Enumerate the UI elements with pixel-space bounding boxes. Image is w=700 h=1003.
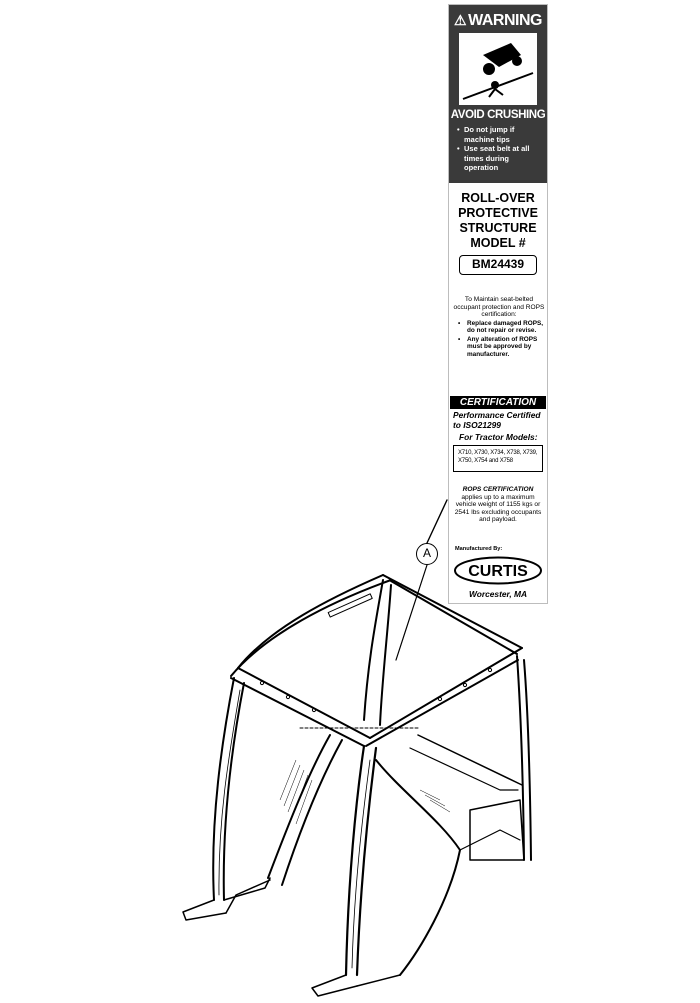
manufacturer-location: Worcester, MA [468, 589, 528, 599]
maintain-intro: To Maintain seat-belted occupant protection and ROPS certification: [453, 296, 545, 319]
list-item: • Do not jump if machine tips [457, 125, 545, 144]
warning-panel [449, 5, 547, 183]
warning-title: ⚠ WARNING [454, 12, 542, 29]
list-item: • Any alteration of ROPS must be approved by manufacturer. [457, 336, 543, 358]
model-number: BM24439 [459, 255, 537, 275]
tractor-models-heading: For Tractor Models: [459, 432, 538, 442]
manufactured-by-label: Manufactured By: [455, 546, 503, 552]
maintain-list [457, 320, 543, 359]
list-item: • Replace damaged ROPS, do not repair or revise. [457, 320, 543, 335]
performance-certified: Performance Certified to ISO21299 [453, 410, 541, 430]
warning-triangle-icon: ⚠ [454, 12, 467, 28]
rops-certification-text: ROPS CERTIFICATION applies up to a maximum vehicle weight of 1155 kgs or 2541 lbs excluding occupants and payload. [454, 486, 542, 524]
svg-text:CURTIS: CURTIS [468, 563, 528, 580]
tipping-machine-pictogram-icon [459, 33, 537, 105]
tractor-models-list: X710, X730, X734, X738, X739, X750, X754 and X758 [453, 445, 543, 472]
callout-a: A [416, 543, 438, 565]
avoid-crushing-heading: AVOID CRUSHING [450, 109, 546, 121]
rops-warning-label [448, 4, 548, 604]
rops-title: ROLL-OVER PROTECTIVE STRUCTURE MODEL # [458, 191, 538, 250]
certification-heading: CERTIFICATION [450, 396, 546, 409]
warning-list [457, 125, 545, 173]
list-item: • Use seat belt at all times during operation [457, 144, 545, 173]
curtis-logo [453, 556, 543, 585]
